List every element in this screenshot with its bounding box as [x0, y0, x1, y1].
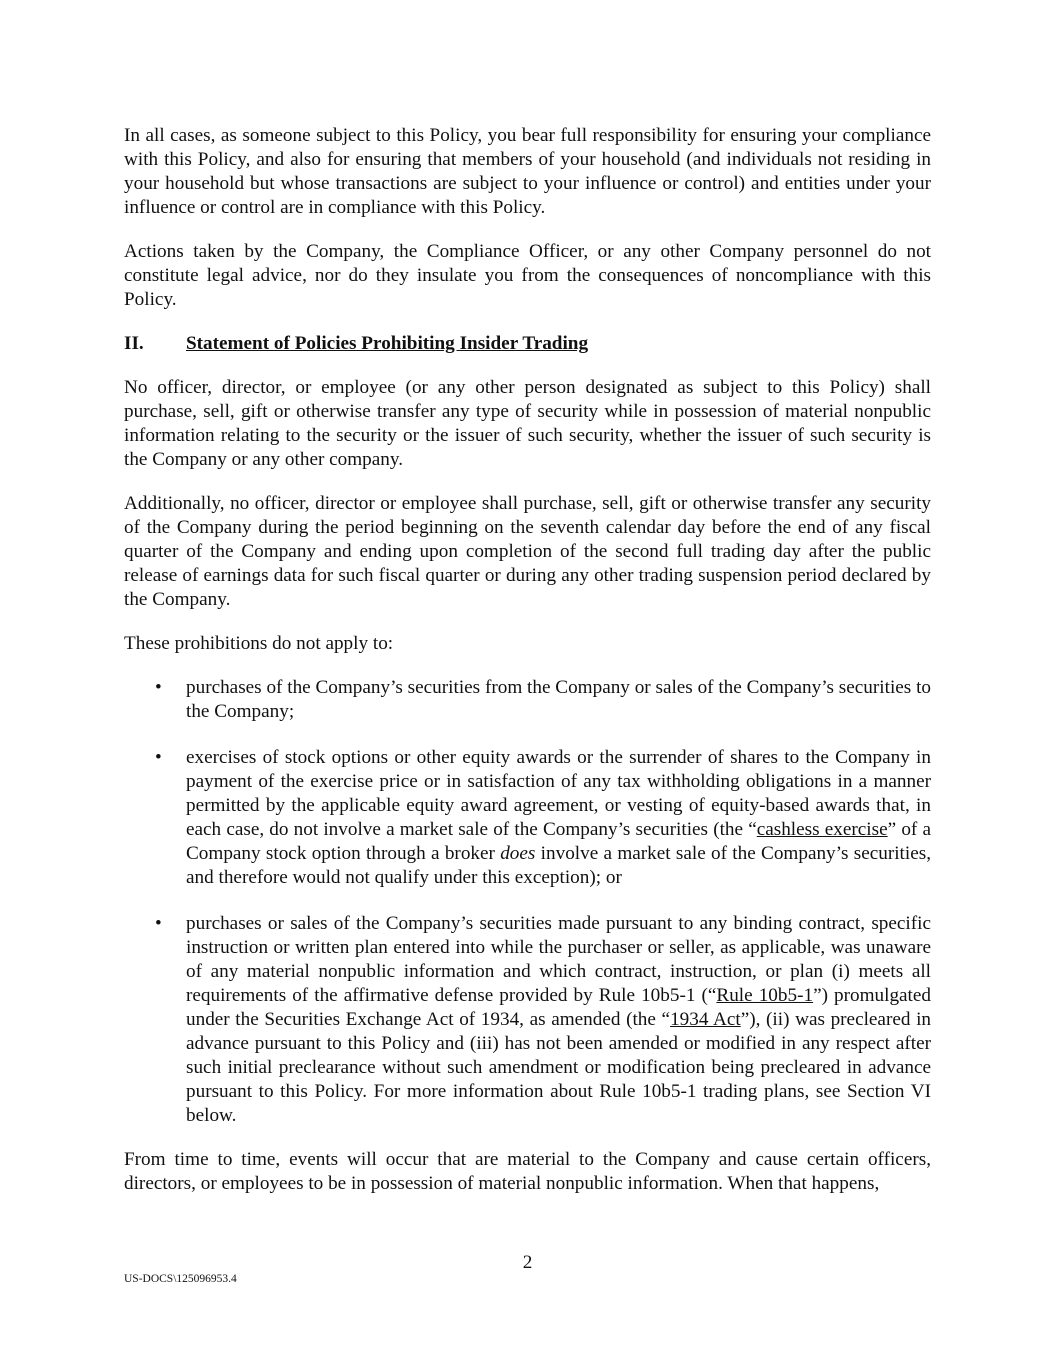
list-item-text: purchases of the Company’s securities from the Company or sales of the Company’s securities to the Company; [186, 677, 931, 722]
defined-term-cashless-exercise: cashless exercise [756, 819, 888, 840]
paragraph-blackout-period: Additionally, no officer, director or employee shall purchase, sell, gift or otherwise transfer any security of the Company during the period beginning on the seventh calendar day before the end of any fiscal quarter of the Company and ending upon completion of the second full trading day after the public release of earnings data for such fiscal quarter or during any other trading suspension period declared by the Company. [124, 493, 931, 610]
text-run: ”) promulgated under the Securities Exchange Act of 1934, as amended (the “ [186, 985, 931, 1030]
list-item-text [186, 912, 931, 1128]
section-title: Statement of Policies Prohibiting Insider Trading [186, 333, 589, 354]
text-run: purchases or sales of the Company’s securities made pursuant to any binding contract, specific instruction or written plan entered into while the purchaser or seller, as applicable, was unaware of any material nonpublic information and which contract, instruction, or plan (i) meets all requirements of the affirmative defense provided by Rule 10b5-1 (“ [186, 913, 931, 1006]
list-item [124, 676, 931, 724]
bullet-icon: • [155, 747, 162, 768]
paragraph-no-legal-advice: Actions taken by the Company, the Compliance Officer, or any other Company personnel do not constitute legal advice, nor do they insulate you from the consequences of noncompliance with this Policy. [124, 241, 931, 310]
text-run: ” of a Company stock option through a broker [186, 819, 931, 864]
paragraph-prohibition: No officer, director, or employee (or any other person designated as subject to this Policy) shall purchase, sell, gift or otherwise transfer any type of security while in possession of material nonpublic information relating to the security or the issuer of such security, whether the issuer of such security is the Company or any other company. [124, 377, 931, 470]
bullet-icon: • [155, 677, 162, 698]
text-run: ”), (ii) was precleared in advance pursuant to this Policy and (iii) has not been amended or modified in any respect after such initial preclearance without such amendment or modification being precleared in advance pursuant to this Policy. For more information about Rule 10b5-1 trading plans, see Section VI below. [186, 1009, 931, 1126]
section-heading [124, 332, 931, 356]
paragraph-material-events: From time to time, events will occur that are material to the Company and cause certain officers, directors, or employees to be in possession of material nonpublic information. When that happens, [124, 1149, 931, 1194]
text-run: exercises of stock options or other equity awards or the surrender of shares to the Company in payment of the exercise price or in satisfaction of any tax withholding obligations in a manner permitted by the applicable equity award agreement, or vesting of equity-based awards that, in each case, do not involve a market sale of the Company’s securities (the “ [186, 747, 931, 840]
paragraph-responsibility: In all cases, as someone subject to this Policy, you bear full responsibility for ensuring your compliance with this Policy, and also for ensuring that members of your household (and individuals not residing in your household but whose transactions are subject to your influence or control) and entities under your influence or control are in compliance with this Policy. [124, 125, 931, 218]
bullet-icon: • [155, 913, 162, 934]
defined-term-1934-act: 1934 Act [670, 1009, 741, 1030]
defined-term-rule-10b5-1: Rule 10b5-1 [716, 985, 814, 1006]
text-run: involve a market sale of the Company’s securities, and therefore would not qualify under this exception); or [186, 843, 931, 888]
list-item [124, 746, 931, 890]
paragraph-exceptions-intro: These prohibitions do not apply to: [124, 633, 394, 654]
list-item [124, 912, 931, 1128]
emphasis-does: does [500, 843, 536, 864]
document-id: US-DOCS\125096953.4 [124, 1273, 237, 1285]
page-number: 2 [522, 1252, 533, 1273]
list-item-text [186, 746, 931, 890]
exceptions-list [124, 676, 931, 1128]
section-number: II. [124, 333, 144, 354]
document-page [124, 124, 931, 1216]
